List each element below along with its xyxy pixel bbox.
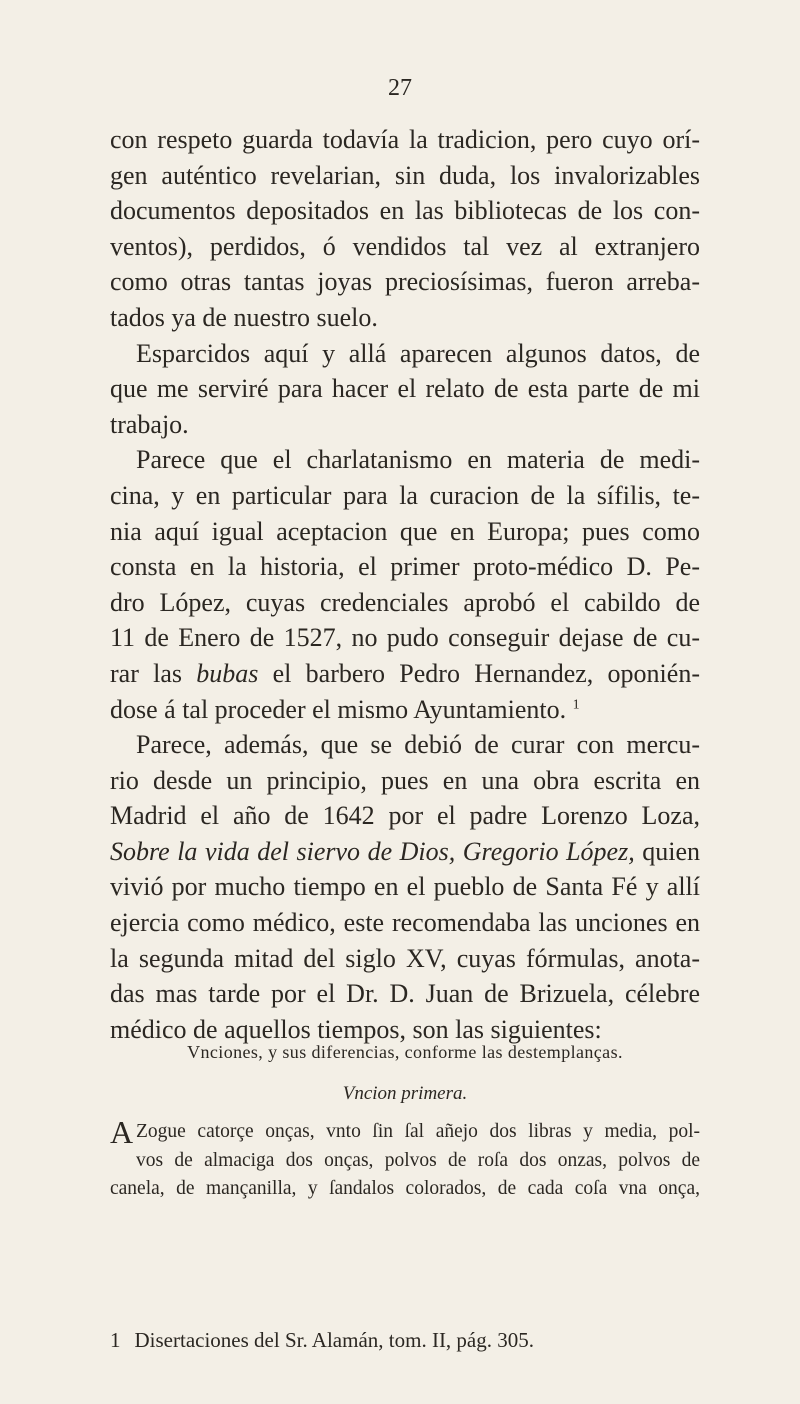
text-line: con respeto guarda todavía la tradicion, pero cuyo orí- <box>110 125 700 154</box>
page-number: 27 <box>388 75 412 101</box>
text-line: trabajo. <box>110 409 189 439</box>
text-line: consta en la historia, el primer proto-médico D. Pe- <box>110 552 700 582</box>
text-line: Parece que el charlatanismo en materia de medi- <box>136 445 700 475</box>
footnote <box>110 1327 700 1353</box>
text-line: rio desde un principio, pues en una obra escrita en <box>110 765 700 795</box>
text-line: documentos depositados en las bibliotecas de los con- <box>110 196 700 226</box>
sub-heading: Vncion primera. <box>342 1083 468 1104</box>
text-line: Madrid el año de 1642 por el padre Lorenzo Loza, <box>110 801 700 831</box>
footnote-mark: 1 <box>572 696 580 712</box>
section-heading: Vnciones, y sus diferencias, conforme las destemplanças. <box>187 1042 623 1062</box>
text-line: 11 de Enero de 1527, no pudo conseguir dejase de cu- <box>110 623 700 653</box>
text-line-bubas <box>110 656 700 692</box>
text-segment: Zogue catorçe onças, vnto ſin ſal añejo dos libras y media, pol- <box>136 1121 700 1142</box>
text-line: ejercia como médico, este recomendaba las unciones en <box>110 908 700 938</box>
drop-cap: A <box>110 1114 134 1150</box>
recipe-line: vos de almaciga dos onças, polvos de roſa dos onzas, polvos de <box>136 1149 700 1171</box>
text-segment: dose á tal proceder el mismo Ayuntamiento. <box>110 694 567 724</box>
text-segment: rar las <box>110 658 197 688</box>
text-line: médico de aquellos tiempos, son las siguientes: <box>110 1014 602 1044</box>
text-segment: quien <box>634 836 700 866</box>
recipe-text <box>110 1114 700 1204</box>
footnote-text: Disertaciones del Sr. Alamán, tom. II, pág. 305. <box>134 1328 535 1352</box>
footnote-number: 1 <box>110 1328 121 1352</box>
main-text <box>110 122 700 1047</box>
recipe-section <box>110 1042 700 1204</box>
text-line: tados ya de nuestro suelo. <box>110 302 378 332</box>
text-line: Esparcidos aquí y allá aparecen algunos datos, de <box>136 338 700 368</box>
text-line: que me serviré para hacer el relato de esta parte de mi <box>110 374 700 404</box>
text-line: nia aquí igual aceptacion que en Europa; pues como <box>110 516 700 546</box>
recipe-line: canela, de mançanilla, y ſandalos colorados, de cada coſa vna onça, <box>110 1178 700 1199</box>
text-line: Parece, además, que se debió de curar con mercu- <box>136 730 700 760</box>
text-line: la segunda mitad del siglo XV, cuyas fórmulas, anota- <box>110 943 700 973</box>
text-segment: el barbero Pedro Hernandez, oponién- <box>258 658 700 688</box>
italic-title: Sobre la vida del siervo de Dios, Gregorio López, <box>110 836 635 866</box>
text-line: cina, y en particular para la curacion de la sífilis, te- <box>110 480 700 510</box>
text-line: como otras tantas joyas preciosísimas, fueron arreba- <box>110 267 700 297</box>
text-line: gen auténtico revelarian, sin duda, los invalorizables <box>110 160 700 190</box>
text-line-ayuntamiento <box>110 692 700 728</box>
text-line: vivió por mucho tiempo en el pueblo de Santa Fé y allí <box>110 872 700 902</box>
recipe-line <box>110 1114 700 1150</box>
text-line: ventos), perdidos, ó vendidos tal vez al extranjero <box>110 231 700 261</box>
italic-term: bubas <box>196 658 259 688</box>
text-line: dro López, cuyas credenciales aprobó el cabildo de <box>110 587 700 617</box>
text-line-sobre <box>110 834 700 870</box>
text-line: das mas tarde por el Dr. D. Juan de Brizuela, célebre <box>110 979 700 1009</box>
